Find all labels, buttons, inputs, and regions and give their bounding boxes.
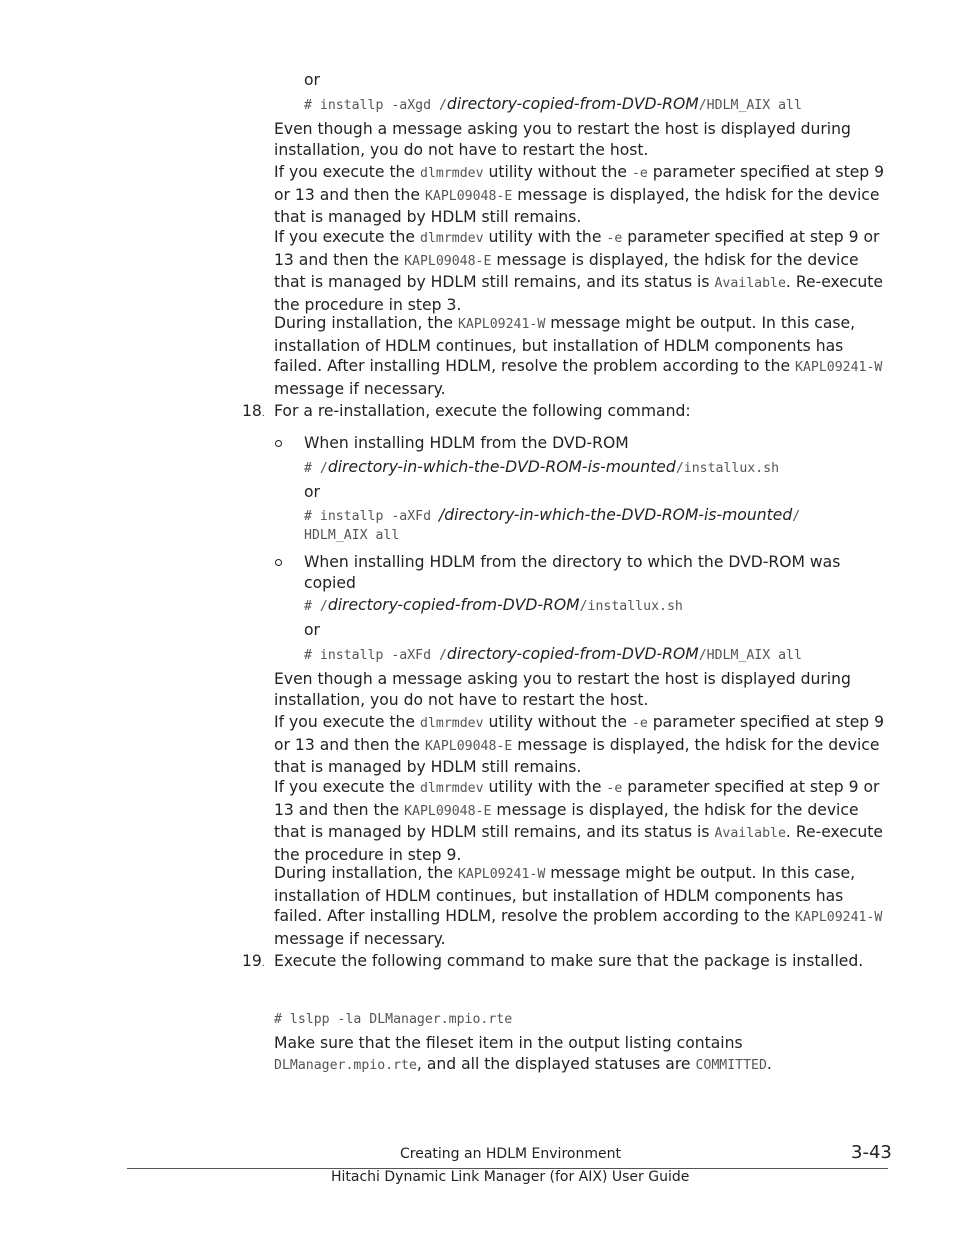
or-text: or [304,483,320,501]
restart-note: Even though a message asking you to restart the host is displayed during installation, you do not have to restart the host. [274,670,851,709]
bullet-icon [275,559,282,566]
or-text: or [304,621,320,639]
command-line: # installp -aXFd /directory-copied-from-DVD-ROM/HDLM_AIX all [304,645,802,663]
chapter-title: Creating an HDLM Environment [400,1146,621,1162]
dlmrmdev-without-e-note: If you execute the dlmrmdev utility without the -e parameter specified at step 9 or 13 and then the KAPL09048-E message is displayed, the hdisk for the device that is managed by HDLM still remains. [274,163,885,227]
command-line: # installp -aXFd /directory-in-which-the-DVD-ROM-is-mounted/ [304,506,801,524]
guide-title: Hitachi Dynamic Link Manager (for AIX) User Guide [331,1169,690,1185]
step-number: 19. [242,952,265,970]
kapl09241-note: During installation, the KAPL09241-W message might be output. In this case, installation of HDLM continues, but installation of HDLM components has failed. After installing HDLM, resolve the problem according to the KAPL09241-W message if necessary. [274,864,883,948]
command-line: # lslpp -la DLManager.mpio.rte [274,1012,513,1027]
page-number: 3-43 [851,1142,892,1163]
command-line: # installp -aXgd /directory-copied-from-DVD-ROM/HDLM_AIX all [304,95,802,113]
bullet-text: When installing HDLM from the DVD-ROM [304,434,629,452]
step-number: 18. [242,402,265,420]
dlmrmdev-with-e-note: If you execute the dlmrmdev utility with the -e parameter specified at step 9 or 13 and then the KAPL09048-E message is displayed, the hdisk for the device that is managed by HDLM still remains, and its status is Available. Re-execute the procedure in step 9. [274,778,884,864]
kapl09241-note: During installation, the KAPL09241-W message might be output. In this case, installation of HDLM continues, but installation of HDLM components has failed. After installing HDLM, resolve the problem according to the KAPL09241-W message if necessary. [274,314,883,398]
verification-note: Make sure that the fileset item in the output listing contains DLManager.mpio.rte, and all the displayed statuses are COMMITTED. [274,1034,772,1073]
bullet-icon [275,440,282,447]
step-text: For a re-installation, execute the following command: [274,402,691,420]
bullet-text: When installing HDLM from the directory to which the DVD-ROM was copied [304,553,841,592]
step-text: Execute the following command to make sure that the package is installed. [274,952,864,970]
command-line: # /directory-in-which-the-DVD-ROM-is-mounted/installux.sh [304,458,780,476]
command-line: # /directory-copied-from-DVD-ROM/installux.sh [304,596,683,614]
dlmrmdev-with-e-note: If you execute the dlmrmdev utility with the -e parameter specified at step 9 or 13 and then the KAPL09048-E message is displayed, the hdisk for the device that is managed by HDLM still remains, and its status is Available. Re-execute the procedure in step 3. [274,228,884,314]
command-line-continued: HDLM_AIX all [304,528,400,543]
dlmrmdev-without-e-note: If you execute the dlmrmdev utility without the -e parameter specified at step 9 or 13 and then the KAPL09048-E message is displayed, the hdisk for the device that is managed by HDLM still remains. [274,713,885,777]
or-text: or [304,71,320,89]
restart-note: Even though a message asking you to restart the host is displayed during installation, you do not have to restart the host. [274,120,851,159]
